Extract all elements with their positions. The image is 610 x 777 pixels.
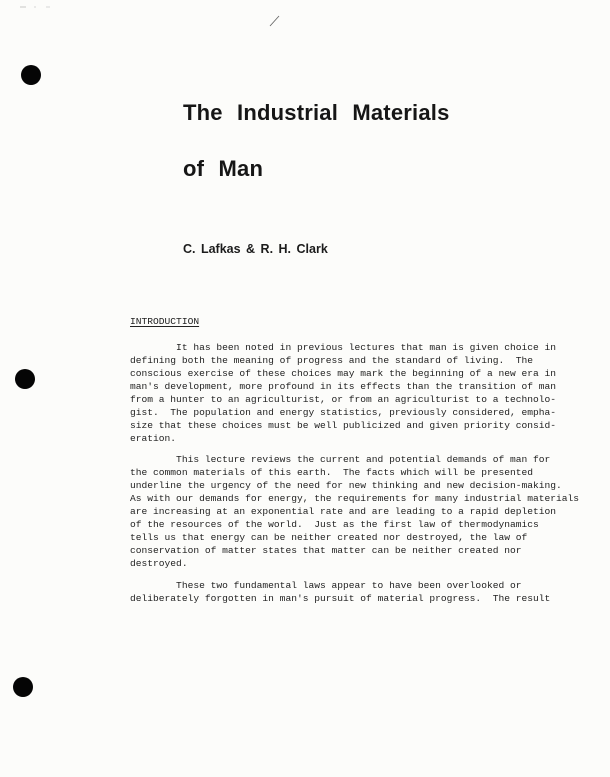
paragraph-line: deliberately forgotten in man's pursuit of material progress. The result xyxy=(130,593,551,604)
paragraph-3 xyxy=(130,579,560,605)
paragraph-line: of the resources of the world. Just as the first law of thermodynamics xyxy=(130,519,539,530)
paragraph-line: from a hunter to an agriculturist, or from an agriculturist to a technolo- xyxy=(130,394,557,405)
paragraph-line: eration. xyxy=(130,433,177,444)
paragraph-line: These two fundamental laws appear to have been overlooked or xyxy=(130,580,522,591)
paragraph-line: man's development, more profound in its effects than the transition of man xyxy=(130,381,557,392)
paragraph-line: are increasing at an exponential rate and are leading to a rapid depletion xyxy=(130,506,557,517)
section-heading-introduction: INTRODUCTION xyxy=(130,316,200,327)
paragraph-line: This lecture reviews the current and potential demands of man for xyxy=(130,454,551,465)
document-title-line-2: of Man xyxy=(183,156,264,181)
paragraph-line: size that these choices must be well publicized and given priority consid- xyxy=(130,420,557,431)
paragraph-line: underline the urgency of the need for new thinking and new decision-making. xyxy=(130,480,562,491)
corner-smudge xyxy=(20,6,60,8)
paragraph-line: It has been noted in previous lectures that man is given choice in xyxy=(130,342,557,353)
paragraph-line: tells us that energy can be neither created nor destroyed, the law of xyxy=(130,532,528,543)
paragraph-line: As with our demands for energy, the requirements for many industrial materials xyxy=(130,493,580,504)
punch-hole-top xyxy=(21,65,41,85)
paragraph-line: destroyed. xyxy=(130,558,188,569)
document-authors: C. Lafkas & R. H. Clark xyxy=(183,242,328,256)
paragraph-line: the common materials of this earth. The facts which will be presented xyxy=(130,467,534,478)
paragraph-2 xyxy=(130,453,580,570)
paragraph-line: conservation of matter states that matter can be neither created nor xyxy=(130,545,522,556)
paragraph-line: gist. The population and energy statistics, previously considered, empha- xyxy=(130,407,557,418)
document-title-line-1: The Industrial Materials xyxy=(183,100,450,125)
paragraph-line: conscious exercise of these choices may mark the beginning of a new era in xyxy=(130,368,557,379)
punch-hole-middle xyxy=(15,369,35,389)
paragraph-line: defining both the meaning of progress and the standard of living. The xyxy=(130,355,534,366)
paragraph-1 xyxy=(130,341,560,445)
pencil-tick-mark xyxy=(268,14,282,28)
punch-hole-bottom xyxy=(13,677,33,697)
